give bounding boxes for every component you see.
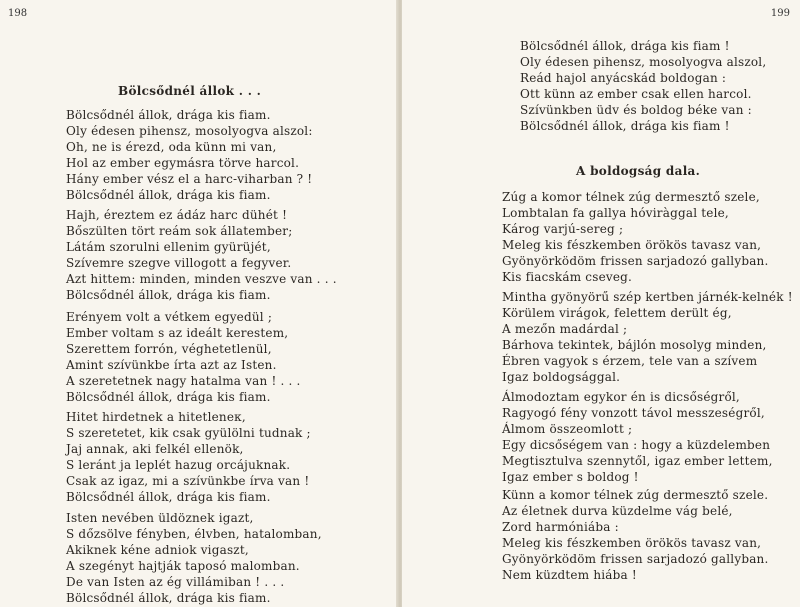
poem-line: Nem küzdtem hiába ! — [502, 568, 637, 582]
stanza — [66, 107, 313, 203]
poem-line: A mezőn madárdal ; — [502, 322, 628, 336]
poem-line: Bölcsődnél állok, drága kis fiam ! — [520, 119, 730, 133]
poem-line: Megtisztulva szennytől, igaz ember lettem, — [502, 454, 773, 468]
poem-line: Lombtalan fa gallya hóviràggal tele, — [502, 206, 729, 220]
poem-line: Ébren vagyok s érzem, tele van a szívem — [502, 354, 758, 368]
poem-line: Igaz ember s boldog ! — [502, 470, 639, 484]
stanza-continuation — [520, 38, 766, 134]
stanza — [66, 510, 322, 606]
poem-line: Szívünkben üdv és boldog béke van : — [520, 103, 752, 117]
poem-line: Bölcsődnél állok, drága kis fiam ! — [520, 39, 730, 53]
poem-line: Hajh, éreztem ez ádáz harc dühét ! — [66, 208, 288, 222]
poem-line: Gyönyörködöm frissen sarjadozó gallyban. — [502, 254, 769, 268]
stanza — [66, 309, 301, 405]
poem-line: Látám szorulni ellenim gyürüjét, — [66, 240, 271, 254]
poem-line: Álmom összeomlott ; — [502, 422, 633, 436]
poem-line: Jaj annak, aki felkél ellenök, — [66, 442, 244, 456]
poem-line: De van Isten az ég villámiban ! . . . — [66, 575, 285, 589]
poem-line: Akiknek kéne adniok vigaszt, — [66, 543, 249, 557]
poem-line: S szeretetet, kik csak gyülölni tudnak ; — [66, 426, 311, 440]
poem-line: Oly édesen pihensz, mosolyogva alszol, — [520, 55, 767, 69]
poem-line: Zord harmóniába : — [502, 520, 619, 534]
poem-line: Álmodoztam egykor én is dicsőségről, — [502, 390, 740, 404]
poem-line: Körülem virágok, felettem derült ég, — [502, 306, 732, 320]
poem-line: Künn a komor télnek zúg dermesztő szele. — [502, 488, 769, 502]
poem-line: Reád hajol anyácskád boldogan : — [520, 71, 727, 85]
stanza — [502, 189, 769, 285]
poem-line: Az életnek durva küzdelme vág belé, — [502, 504, 733, 518]
page-number-right: 199 — [770, 8, 790, 19]
poem-line: Gyönyörködöm frissen sarjadozó gallyban. — [502, 552, 769, 566]
poem-line: Bőszülten tört reám sok állatember; — [66, 224, 293, 238]
poem-line: S leránt ja leplét hazug orcájuknak. — [66, 458, 291, 472]
poem-line: Ragyogó fény vonzott távol messzeségről, — [502, 406, 765, 420]
stanza — [66, 409, 311, 505]
poem-line: Igaz boldogsággal. — [502, 370, 621, 384]
poem-line: Azt hittem: minden, minden veszve van . . . — [66, 272, 337, 286]
poem-line: Hitet hirdetnek a hitetleneк, — [66, 410, 246, 424]
page-number-left: 198 — [8, 8, 28, 19]
poem-line: Bölcsődnél állok, drága kis fiam. — [66, 288, 271, 302]
stanza — [502, 289, 793, 385]
stanza — [502, 389, 773, 485]
poem-line: Bölcsődnél állok, drága kis fiam. — [66, 591, 271, 605]
right-page — [402, 0, 800, 607]
poem-line: Szerettem forrón, véghetetlenül, — [66, 342, 272, 356]
poem-line: Mintha gyönyörű szép kertben járnék-kelnék ! — [502, 290, 793, 304]
poem-line: Károg varjú-sereg ; — [502, 222, 624, 236]
poem-line: Bölcsődnél állok, drága kis fiam. — [66, 108, 271, 122]
poem-line: Bárhova tekintek, bájlón mosolyg minden, — [502, 338, 767, 352]
poem-line: Ember voltam s az ideált kerestem, — [66, 326, 289, 340]
poem-line: Amint szívünkbe írta azt az Isten. — [66, 358, 277, 372]
poem-line: Csak az igaz, mi a szívünkbe írva van ! — [66, 474, 310, 488]
poem-title-right: A boldogság dala. — [576, 164, 701, 178]
stanza — [66, 207, 337, 303]
poem-line: Hol az ember egymásra törve harcol. — [66, 156, 300, 170]
poem-line: Bölcsődnél állok, drága kis fiam. — [66, 390, 271, 404]
poem-line: Hány ember vész el a harc-viharban ? ! — [66, 172, 313, 186]
stanza — [502, 487, 769, 583]
poem-line: A szegényt hajtják taposó malomban. — [66, 559, 300, 573]
poem-title-left: Bölcsődnél állok . . . — [118, 84, 262, 98]
poem-line: Erényem volt a vétkem egyedül ; — [66, 310, 273, 324]
poem-line: A szeretetnek nagy hatalma van ! . . . — [66, 374, 301, 388]
poem-line: Szívemre szegve villogott a fegyver. — [66, 256, 292, 270]
poem-line: Meleg kis fészkemben örökös tavasz van, — [502, 536, 762, 550]
poem-line: Meleg kis fészkemben örökös tavasz van, — [502, 238, 762, 252]
poem-line: Bölcsődnél állok, drága kis fiam. — [66, 490, 271, 504]
poem-line: S dőzsölve fényben, élvben, hatalomban, — [66, 527, 322, 541]
poem-line: Ott künn az ember csak ellen harcol. — [520, 87, 752, 101]
poem-line: Zúg a komor télnek zúg dermesztő szele, — [502, 190, 760, 204]
poem-line: Egy dicsőségem van : hogy a küzdelemben — [502, 438, 771, 452]
poem-line: Oly édesen pihensz, mosolyogva alszol: — [66, 124, 313, 138]
poem-line: Isten nevében üldöznek igazt, — [66, 511, 254, 525]
poem-line: Oh, ne is érezd, oda künn mi van, — [66, 140, 277, 154]
poem-line: Bölcsődnél állok, drága kis fiam. — [66, 188, 271, 202]
poem-line: Kis fiacskám cseveg. — [502, 270, 633, 284]
left-page — [0, 0, 398, 607]
